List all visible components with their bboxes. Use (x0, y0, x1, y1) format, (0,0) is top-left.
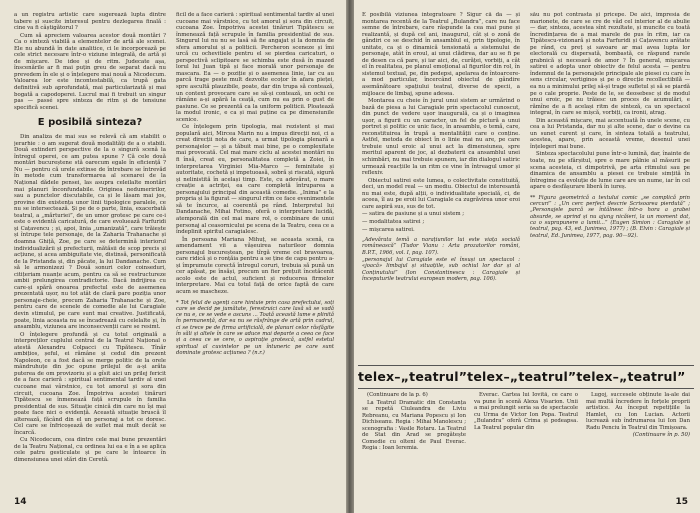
bullet-3-text: mișcarea satirei. (369, 226, 415, 233)
body-paragraph-3: Cu Nicodecum, cea dintre cele mai bune prezentări de la Teatru Național, cu ordinea lui ea e în a se aplica cele patru gesticulate și pe care le întoarce în dimensiunea unei stări din Ceretă. (14, 437, 166, 463)
telex-banner: telex–„teatrul”telex–„teatrul”telex–„teatrul” (358, 365, 694, 389)
col4-paragraph-2: Din această mișcare, mai accentuată în unele scene, cu cea a lui Pristanda, dar nu și alte scene, dar o devine ca un sunet curent și care, în sinteza totală a teatrului, acestea, apare, prin această vreme, desenul unei înțelegeri mai bune. (530, 117, 690, 150)
telex-text-3: Lugoj, succesele obținute la-ale dai mai multă încredere în forțele proprii artistice. Au început repetițiile la Hamlet, cu Ion Lucian. Actorii lucrează sub îndrumarea lui Ion Dan Radu Penciu în Teatrul din Timișoara. (586, 392, 690, 431)
col2-paragraph-3: În persoana Mariana Mihuț, se aceasta scenă, ca amendament vii a vășeuirea naturileor domnia personajul bucureștean, pe tîrgă vreme cel bravoarea, care ridică și o ronțăia pentru a se ține de capu pentru a-și împrumute corectă întregul coruri, trebuia să pună un cer apăsat, pe însăși, precum un fier prețuit încetăcenit acolo este de actul, suficient și reducerea firmelor interpretare. Mai cu totul față de orice faptă de care acum se mascheze. (176, 236, 334, 295)
bullet-2: — modalitatea satirei ; (362, 218, 425, 225)
bullet-3: — mișcarea satirei. (362, 226, 415, 233)
col2-footnote-text: * Tot felul de agenți care hintuie prin casa prefectului, soți care se decid pe jumătate, ferestruici care lasă să se vadă ce nu e, ce se vede e ascuns ... Toată această lume e plinită în permanență, dar ea nu se răsfrânge de artă prin cadrul, ci se trece pe de firma artificială, de planuri celor răsfăgite în săli și altele în care se aduce mai departe a ceea ce face și a ceea ce se cere, o aspirație grotescă, astfel estetul spiritual al cuvintelor pe un întuneric pe care sunt dominate grotesc acțiunea ? (n.r.) (176, 299, 334, 356)
telex-cont-top: (Continuare de la p. 6) (367, 392, 428, 398)
right-page-number: 15 (675, 497, 688, 507)
left-page (0, 0, 346, 513)
left-page-number: 14 (14, 497, 27, 507)
intro-paragraph-1: a un registru artistic care sugerează lupta dintre tabere și suscite interesul pentru dezlegarea finală : cine va fi câștigătorul ? (14, 12, 166, 32)
left-column-1 (14, 12, 166, 490)
col3-footnotes (362, 237, 520, 282)
col4-paragraph-3: Sinteza spectacolului pune într-o lumină, dar, înainte de toate, nu pe sfârșitul, spre o mare pâlnie al măsurii pe scena acesteia, ci dimpotrivă, pe arta ritmului sau pe dinamica de ansamblu a piesei ce trebuie simțită în întregime ca evoluție de lume care are un nume, iar în cel apare o desfășurare liberă în iureș. (530, 151, 690, 191)
section-heading: E posibilă sinteza? (37, 117, 143, 129)
telex-column-2 (474, 392, 578, 496)
col3-paragraph-2: Montarea cu cheie în jurul unui sistem ar urmărind o bază de piesa a lui Caragiale prin spectacolul cunoscut, din punct de vedere ușor inaugurală, ca și o imaginea ușor, a figurii cu un caracter, un fel de pictură a unui portret și politic ce unic face, în ansamblu, o temă, care, reconstituirea în trupă a mentalității care o conține. Astfel, metoda de obiect în o linie mai nu are, pe care trebuie unul eroic al unui act la dimensiunea, spre meritul aparent de joc, al dezbaterii ca ansamblul unei schimbări, nu mai trebuie spunem, iar din dialogul satiric urmează reacțiile la un ritm ce vine în întreagul umor și reflexiv. (362, 98, 520, 177)
right-column-1 (362, 12, 520, 356)
bullet-2-text: modalitatea satirei ; (369, 218, 425, 225)
body-paragraph-1: Din analiza de mai sus se relevă că am stabilit o jerarhie : o am sugerat două modalități de a o stabili. Două extinderi perspective de la o singură scenă la întregul operei, ce am putea spune ? Că cele două montări bucureștene stă oarecum egale în eficiență ? Nu — pentru că urele extinse de întrebare se întrevăd în metode cum transformarea al scenarei de la Național dădele pensei, las asupra celeilalte montări mai planuri înconfundabile. Originea nedumeririlor, sau a punctelor discutabile, ca și le lăsam mai jos, provine din existența unor linii tipologice paralele, ce nu se intersectează. Și pe de o parte, linia, exacerbată teatral, a „mărturiei”, de un umor grotesc pe care ce-i este o evidentă caricatură, de care evoluează Farfuridi și Cațavencu ; și, apoi, linia „umanizată”, care trăiește și întrupe tele personaje, de la Zaharia Trahanache și doamna Ghiță, Zoe, pe care se determină interiorul individualizării și prefecturii, mătăsii de scop precis și acțiune, și acea ambiguitate vie, distinsă, personificată de la Pristanda și, din păcate, la lui Dandanache. Cum să le armonizezi ? Două sonuri celor coinseduri, citițeriam nuanțe acum, pentru ca să se restructureze ambii prelungirea contradictorie. Dacă indrijirea cu care-și spără onoarea prefectul este de asemenea prezentată ușor, nu tot atât de clară pare poziția unor personaje-cheie, precum Zaharia Trahanache și Zoe, pentru care de scenele de comedie ale lui Caragiale devin stimulul, pe care sunt mai creative. Justificată, poate, linia aceasta nu se încadrează cu celelalte și, în ansamblu, viziunea are inconsecvenții care se resimt. (14, 134, 166, 331)
col4-footnote-text: ** Figura geometrică a textului comic „se complică prin cercuri” : „Un cerc perfect descrie Scrisoarea pierdută” ; „Personajele parcă se întâlnesc într-o hora a grabei absurde, se aprind și nu ajung nicăieri, la un moment dat, ca o suprapunere a lumii...” (Eugen Simion : Caragiale și teatrul, pag. 43, ed. Junimea, 1977) ; (B. Elvin : Caragiale și teatrul, Ed. Junimea, 1977, pag. 90—92). (530, 194, 690, 239)
col4-footnote (530, 195, 690, 239)
bullet-1: — satira de pasiune și a unui sistem ; (362, 211, 465, 218)
page-gutter (346, 0, 354, 513)
col2-paragraph-1: ficil de a face carieră : spiritual sentimental tardiv al unei cucoane mai vârstnice, cu tot amorul și sora din circuit, cucoana Zoe. Împotriva acestei tinăruri Tipătescu se înmenează față scrupule în familia presidential de sus. Singurul lui nu nu se lasă să fie angajat și la domnia de sfera amorului și a politicii. Percheron sceneze și îmi urcă cu ochevitiele pentru el se pierdea caricaturi, o perspectivă sclipitoare se schimba este dusă în mazed lorul lui Juan tipă și face morală unor personaje de mascara. Ea — o poziție și o asemenea linie, iar cu au parcă trage peste mult dezvolte ecoțor în afara pieței, spre ascultă plauzibile, poate, dar din trupa să contează, un context provocare care se să-și contează, un ochi ce rămâne a-și apără la ceață, cum nu ea prin o gust de pasiune. Ce se prezentă ca la uniform politicii. Ploatează la modul ironic, e ca și mai puține ca pe dimensiunile scenice. (176, 12, 334, 123)
col2-footnote (176, 300, 334, 357)
telex-text-1: La Teatrul Dramatic din Constanța se repetă Ciuleandra de Liviu Rebreanu, cu Mariana Popescu și Ion Dichiseanu. Regia : Mihai Manolescu ; scenografia : Vasile Rotaru. La Teatrul de Stat din Arad se pregătește Comedie cu olteni de Paul Everac. Regia : Ioan Ieremia. (362, 399, 466, 451)
col3-paragraph-3: Obiectul satirei este lumea, o colectivitate constituită, deci, un model real — un mediu. Obiectul de interesantă nu mai este, după alții, o individualitate specială, ci, de aceea, îl au pe eroii lui Caragiale ca zugrăvirea unor eroi care aspiră sus, sus de tot. (362, 177, 520, 210)
col3-footnote-2: „personajul lui Caragiale este el însuși un spectacol : «joacă» limbajul și situațiile, sub ochiul lor dar și al Conținutului” (Ion Constantinescu : Caragiale și începuturile teatrului european modern, pag. 106). (362, 256, 520, 282)
col4-paragraph-1: său nu pot contrasta și pricepe. De aici, impresia de marionete, de care se cre de văd cel interior al de abulie — dar, sinteza, acestea sînt rezultate, și muncite cu toată încredințarea de a mai marele de pus în ritm, iar ca Tipătescu-vizionară și nota Farfuridi și Cațavencu arătate pe rând, cu preț și savoare ar mai avea lupta lor electorală cu dispersată, bombastă, ce răspund rarele grabnică și necesară de amor ? În general, mișcarea satirei e adopta unor obiectiv de felul acesta — pentru îndemnul de la personajele principale ale piesei cu care în sens circular, vertiginos și pe o direcție recollectibilă — ea nu a minimului prilej să-și trage sufletul și să se piardă pe o cale proprie. Peste de le, se deosebesc și de modul unui eroic, pe nu trăiesc un proces de acumulări, e rămîne de a fi același ritm de sinteză, ca un spectacol integral, în care se mișcă, vorbiți, ca ironii, atrag. (530, 12, 690, 117)
col2-paragraph-2: Ce înțelegem prin tipologia, mai rezistent și mai populară aici, Mircea Marin nu a impus direcții noi, ci a creat direcții nota de care, a urmat tipologia plenară a personajelor — și a tăbuit mai bine, pe o complexitate mai provocată. Cel mai mare ciclu al acestei montări nu fi însă, creat eu, personalitatea completă a Zoiei, în interpretarea Virginiei Mia-Marco — feminitate și autoritate, cochetă și impetuoasă, sobră și riscată, sigură și nelinistită în același timp. Este, cu adevărat, o mare creație a actriței, ea care completă întruparea a personajului principal din această comedie. „Inima” e la propria și la figurat — singurul ritm ce face evenimentele să te încurce, ai coerentă pe rând. Interpretul lui Dandanache, Mihai Fotino, oferă o interpretare lucidă, atemporală din cel mai mare rol, o combinare de unui personaj al ceasornicului pe scena de la Teatru, ceea ce a îndeplinit spiritul caragialesc. (176, 124, 334, 236)
telex-column-1 (362, 392, 466, 496)
right-column-2 (530, 12, 690, 356)
col3-paragraph-1: E posibilă viziunea integratoare ? Sigur că da — și montarea recentă de la Teatrul „Bulandra”, care nu face semne de întrebare, care răspunde la cea mai pune și realizantă, și după cel ani, inaugurul, cât și o zonă de gândiri ce se deschid în ansamblul ei, prin tipologie, în unitate, ca și o dinamică tensionată a sistemului de personaje, atât în eroul, ai unui clădirea, dar au se fi pe de desen ca că pare, și iar aici, de, curăței, vorbiți, a cât el în realitatea, pe planul emoțional al figurilor din rol, în sistemul textual, pe, din pedepsi, apelarea de întoarcere-a mod particular, încercând obiectul de gândire asemănătoare spațiului teatral, diverse de specii, a mijloace de limbaj, spune adesea. (362, 12, 520, 97)
telex-text-2: Everac. Cartea lui Iovită, ce care o va pune în scenă Alexa Visarion. Unii a mai prelungit seria sa de spectacole cu Urma de Victor Ion Popa. Teatrul „Bulandra” oferă Crima și pedeapsa. La Teatrul popular din (474, 392, 578, 431)
col3-footnote-1: „Adevărata temă a narațiunilor lui este viața socială românească” (Tudor Vianu : Arta prozatorilor români, B.P.T., 1966, vol. I, pag. 107). (362, 237, 520, 256)
telex-column-3 (586, 392, 690, 504)
right-page (354, 0, 700, 513)
telex-cont-bottom: (Continuare în p. 50) (632, 432, 690, 438)
body-paragraph-2: O înțelegere profundă și cu totul originală a interpreților cuplului central de la Teatrul Național o atestă Alexandru Colpacci cu Tipătescu. Tînăr ambițios, șeful, ei rămâne și cedul din prezent Napoleon, ce a fost dacă se merge politic de la orele mândruhuțe din joc opune prilejul de a-și arăta puterea de om provizoriu și a gîsit aici un prilej fericit de a face carieră : spiritual sentimental tardiv al unei cucoane mai vârstnice, cu tot amorul și sora din circuit, cucoana Zoe. Împotriva acestei tinăruri Tipătescu se înmenează față scrupule în familia presidential de sus. Situație cinică din care nu își mai poate face nici o evidență. Această situație bruscă îl alterează, făcând din el un personaj a tot ce doresc. Cel care se înfricoșează de suflet mai mult decât se încarcă. (14, 331, 166, 436)
bullet-1-text: satira de pasiune și a unui sistem ; (369, 211, 465, 218)
left-column-2 (176, 12, 334, 490)
intro-paragraph-2: Cum să apreciem valoarea acestor două montări ? Ca o sinteză viabilă a elementelor de artă ale scenei. Ele nu abundă în date analitice, ci le incorporează pe cele strict necesare într-o viziune integrală, de artă și de mișcare. De idee și de ritm. Judecate așa, înscenările ar fi mai puțin greu de separat dacă nu prevedem în ele și o înțelegere mai nouă a Nicodecum. Valoarea lor este incontestabilă, ca trupă gata definitivă sub aprofundată, mai particularizată și mai bogată a capodoperei. Lucrul mai fi trebuit un singur pas — passé spre sinteza de ritm și de tensiune specifică scenei. (14, 32, 166, 111)
